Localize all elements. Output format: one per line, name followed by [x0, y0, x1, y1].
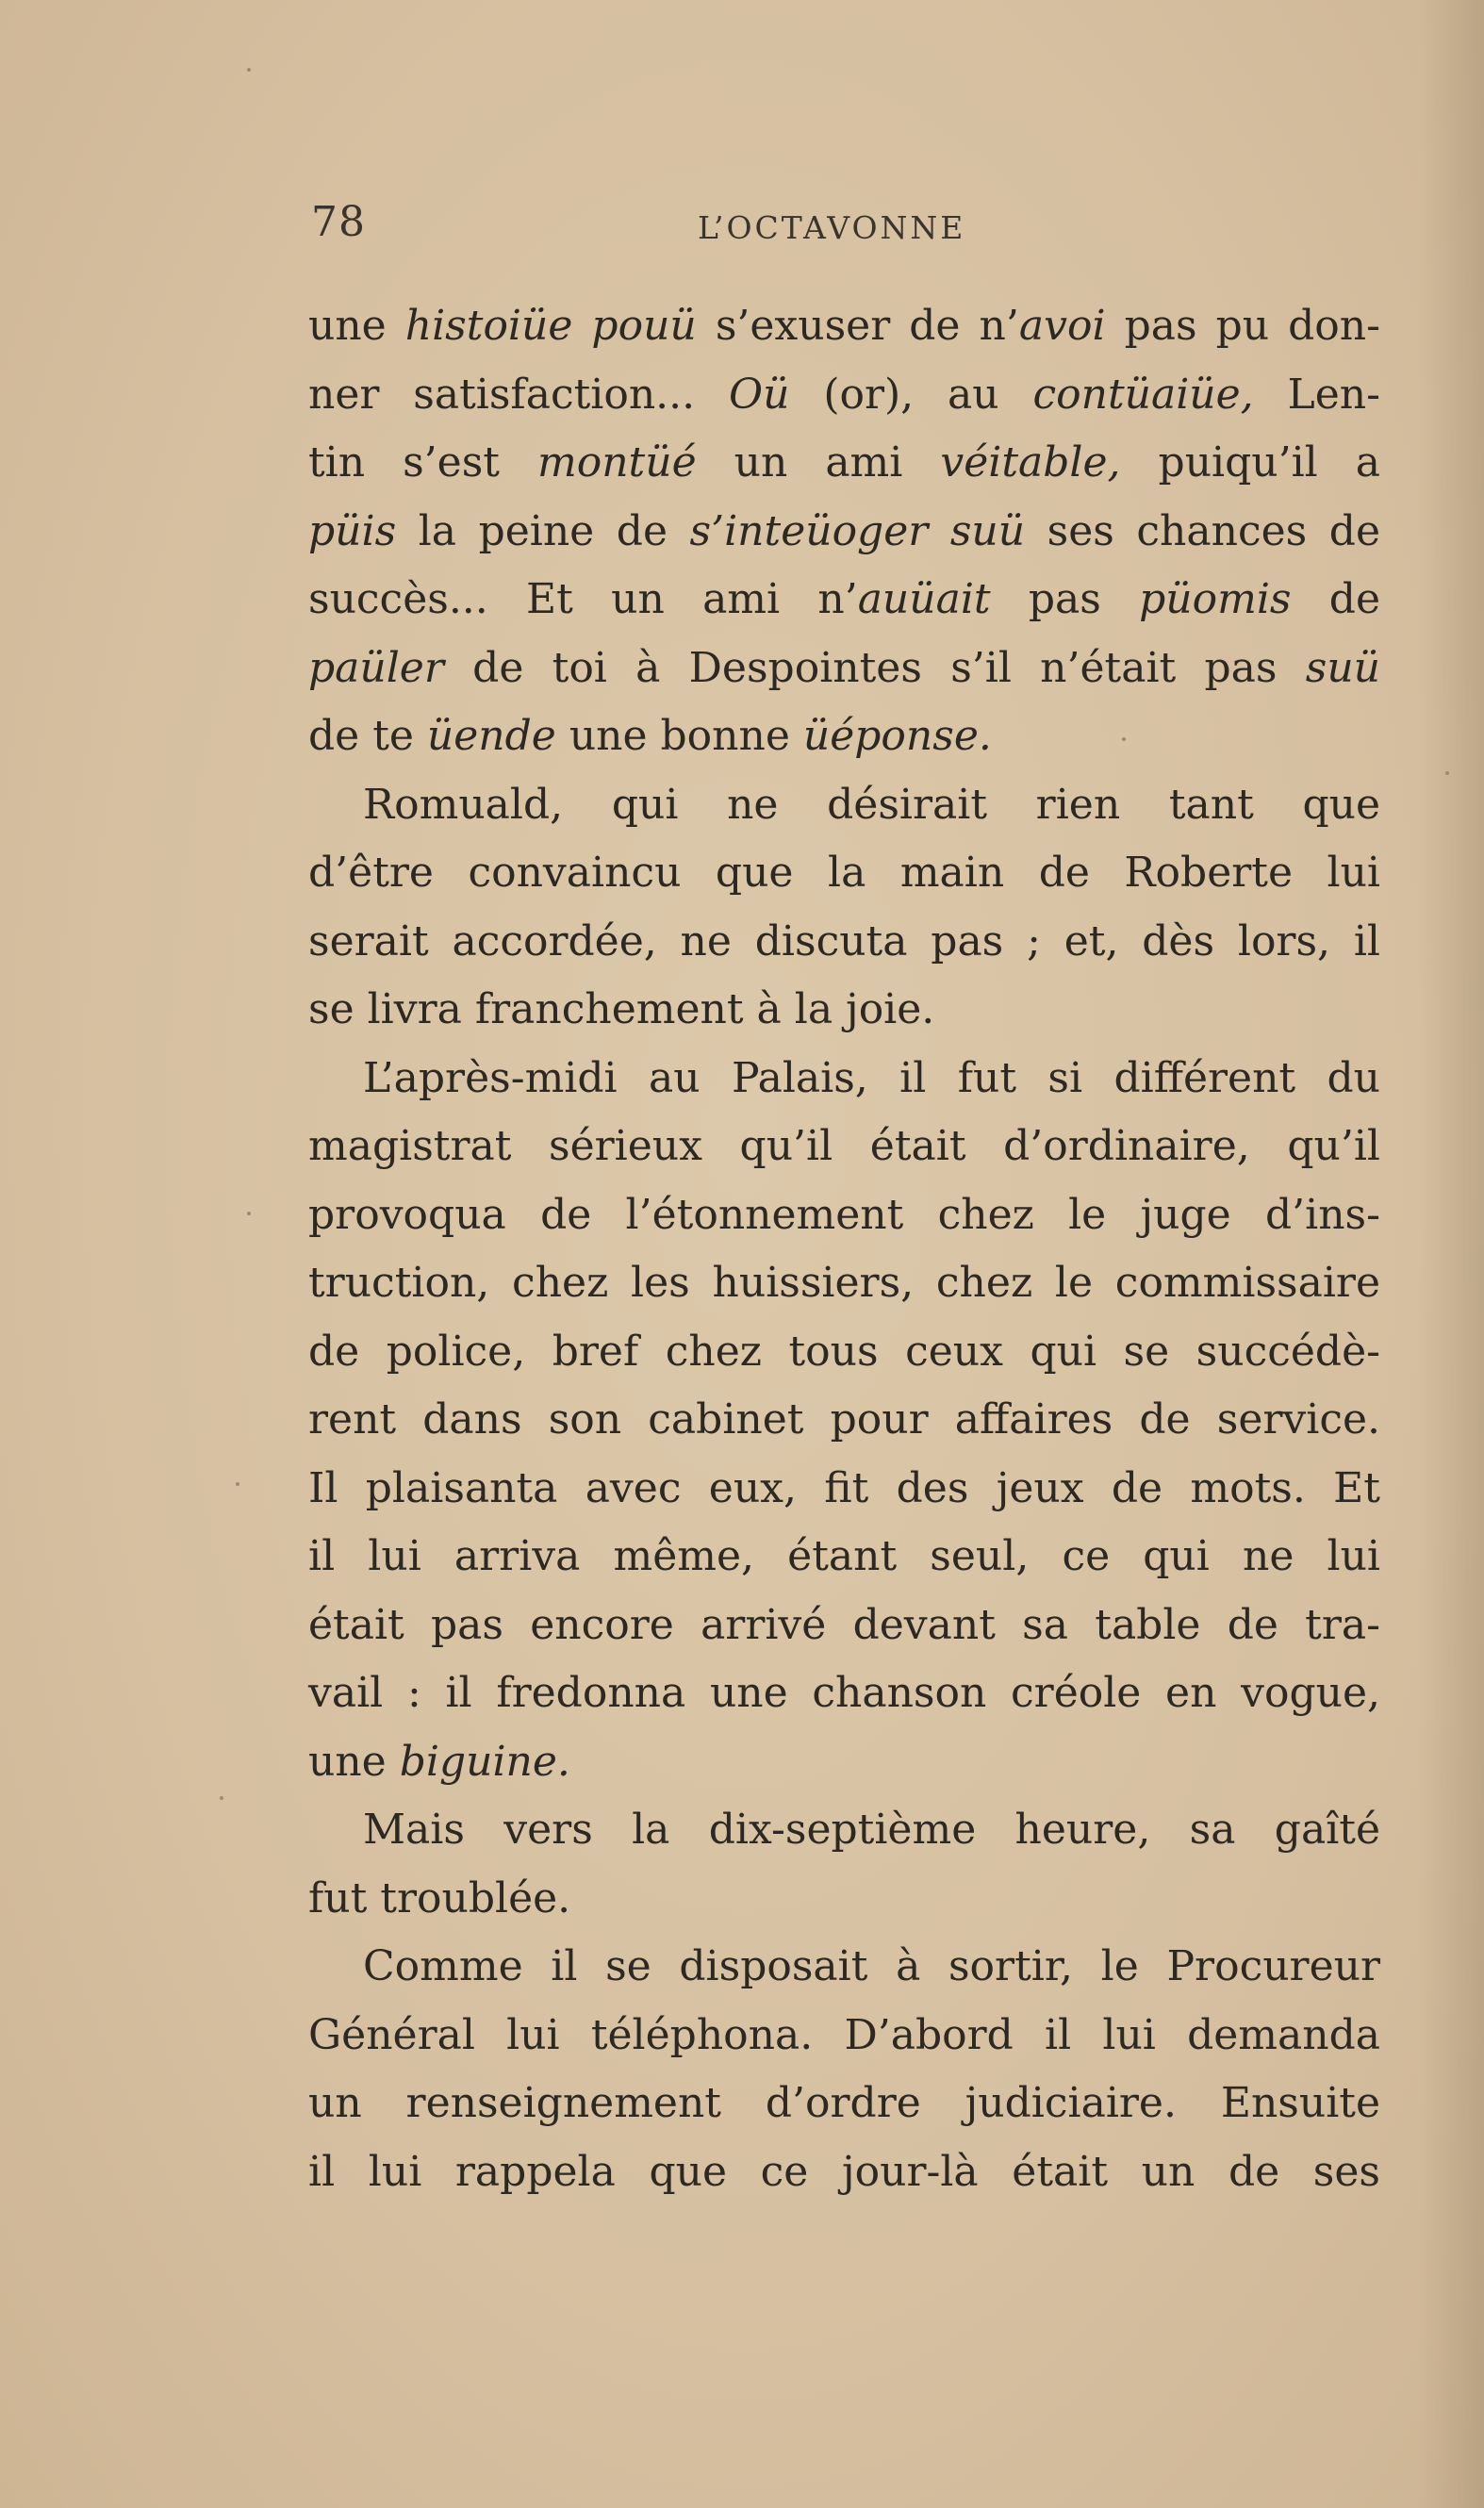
- text-span: une: [308, 302, 405, 350]
- text-line: [308, 361, 1380, 430]
- text-span: rent dans son cabinet pour affaires de service.: [308, 1395, 1380, 1444]
- text-line: [308, 1728, 1380, 1797]
- italic-span: auüait: [857, 575, 991, 623]
- text-span: provoqua de l’étonnement chez le juge d’ins-: [308, 1190, 1380, 1239]
- italic-span: paüler: [308, 643, 444, 692]
- text-line: [308, 839, 1380, 908]
- text-line: [308, 1045, 1380, 1114]
- text-span: Romuald, qui ne désirait rien tant que: [363, 780, 1380, 829]
- text-line: [308, 2070, 1380, 2138]
- text-line: [308, 1181, 1380, 1250]
- text-span: L’après-midi au Palais, il fut si différent du: [363, 1053, 1380, 1102]
- text-line: [308, 1592, 1380, 1660]
- text-line: [308, 908, 1380, 977]
- text-span: de: [1291, 575, 1380, 623]
- text-span: magistrat sérieux qu’il était d’ordinaire, qu’il: [308, 1122, 1380, 1170]
- text-line: [308, 1113, 1380, 1181]
- italic-span: püis: [308, 506, 397, 555]
- paper-speck: [1445, 771, 1449, 775]
- text-line: [308, 1796, 1380, 1865]
- text-span: était pas encore arrivé devant sa table de tra-: [308, 1600, 1380, 1649]
- paper-speck: [220, 1796, 223, 1800]
- text-line: [308, 1249, 1380, 1318]
- text-line: [308, 1523, 1380, 1592]
- italic-span: contüaiüe,: [1032, 370, 1254, 419]
- paper-speck: [247, 68, 251, 72]
- text-line: [308, 771, 1380, 840]
- paper-speck: [236, 1482, 239, 1486]
- text-span: de police, bref chez tous ceux qui se succédè-: [308, 1327, 1380, 1376]
- italic-span: püomis: [1139, 575, 1292, 623]
- text-line: [308, 635, 1380, 703]
- text-span: s’exuser de n’: [696, 302, 1019, 350]
- text-line: [308, 1455, 1380, 1524]
- text-span: il lui arriva même, étant seul, ce qui ne lui: [308, 1532, 1380, 1580]
- italic-span: üende: [426, 712, 556, 760]
- text-span: fut troublée.: [308, 1873, 571, 1922]
- text-span: pas pu don-: [1105, 302, 1380, 350]
- italic-span: s’inteüoger suü: [689, 506, 1026, 555]
- text-span: il lui rappela que ce jour-là était un de ses: [308, 2147, 1380, 2196]
- text-span: succès... Et un ami n’: [308, 575, 858, 623]
- text-span: pas: [990, 575, 1140, 623]
- text-line: [308, 1318, 1380, 1387]
- text-span: d’être convaincu que la main de Roberte lui: [308, 849, 1380, 897]
- italic-span: histoiüe pouü: [404, 302, 697, 350]
- text-line: [308, 2002, 1380, 2071]
- italic-span: biguine.: [399, 1737, 570, 1786]
- text-span: un renseignement d’ordre judiciaire. Ensuite: [308, 2079, 1380, 2127]
- text-span: Général lui téléphona. D’abord il lui demanda: [308, 2010, 1380, 2059]
- text-span: vail : il fredonna une chanson créole en vogue,: [308, 1669, 1380, 1717]
- text-span: serait accordée, ne discuta pas ; et, dès lors, il: [308, 916, 1380, 965]
- paper-speck: [1122, 737, 1126, 741]
- text-span: ner satisfaction...: [308, 370, 730, 419]
- text-span: truction, chez les huissiers, chez le commissaire: [308, 1259, 1380, 1307]
- italic-span: Oü: [729, 370, 790, 419]
- text-span: puiqu’il a: [1120, 438, 1380, 487]
- text-span: la peine de: [396, 506, 690, 555]
- page-edge-shadow: [1418, 0, 1484, 2508]
- text-span: une bonne: [555, 712, 803, 760]
- text-span: de toi à Despointes s’il n’était pas: [443, 643, 1306, 692]
- text-span: une: [308, 1737, 400, 1786]
- text-line: [308, 429, 1380, 498]
- italic-span: véitable,: [940, 438, 1121, 487]
- text-line: [308, 498, 1380, 567]
- text-span: Il plaisanta avec eux, fit des jeux de mots. Et: [308, 1463, 1380, 1512]
- italic-span: avoi: [1018, 302, 1106, 350]
- text-span: (or), au: [789, 370, 1033, 419]
- text-span: Mais vers la dix-septième heure, sa gaîté: [363, 1806, 1380, 1854]
- text-line: [308, 702, 1380, 771]
- text-span: de te: [308, 712, 427, 760]
- page-header: [311, 198, 1009, 264]
- text-line: [308, 1865, 1380, 1934]
- italic-span: montüé: [537, 438, 697, 487]
- body-text: [308, 292, 1380, 2206]
- text-span: tin s’est: [308, 438, 537, 487]
- text-line: [308, 976, 1380, 1045]
- text-line: [308, 1386, 1380, 1455]
- text-span: Comme il se disposait à sortir, le Procureur: [363, 1942, 1380, 1990]
- text-line: [308, 1933, 1380, 2002]
- running-title: L’OCTAVONNE: [698, 209, 966, 246]
- italic-span: suü: [1305, 643, 1380, 692]
- text-span: ses chances de: [1025, 506, 1380, 555]
- text-line: [308, 292, 1380, 361]
- text-span: se livra franchement à la joie.: [308, 985, 935, 1033]
- text-span: un ami: [696, 438, 941, 487]
- text-line: [308, 1659, 1380, 1728]
- text-line: [308, 566, 1380, 635]
- text-span: Len-: [1253, 370, 1380, 419]
- text-line: [308, 2138, 1380, 2207]
- italic-span: üéponse.: [802, 712, 992, 760]
- paper-speck: [247, 1212, 251, 1215]
- page-number: 78: [311, 198, 366, 246]
